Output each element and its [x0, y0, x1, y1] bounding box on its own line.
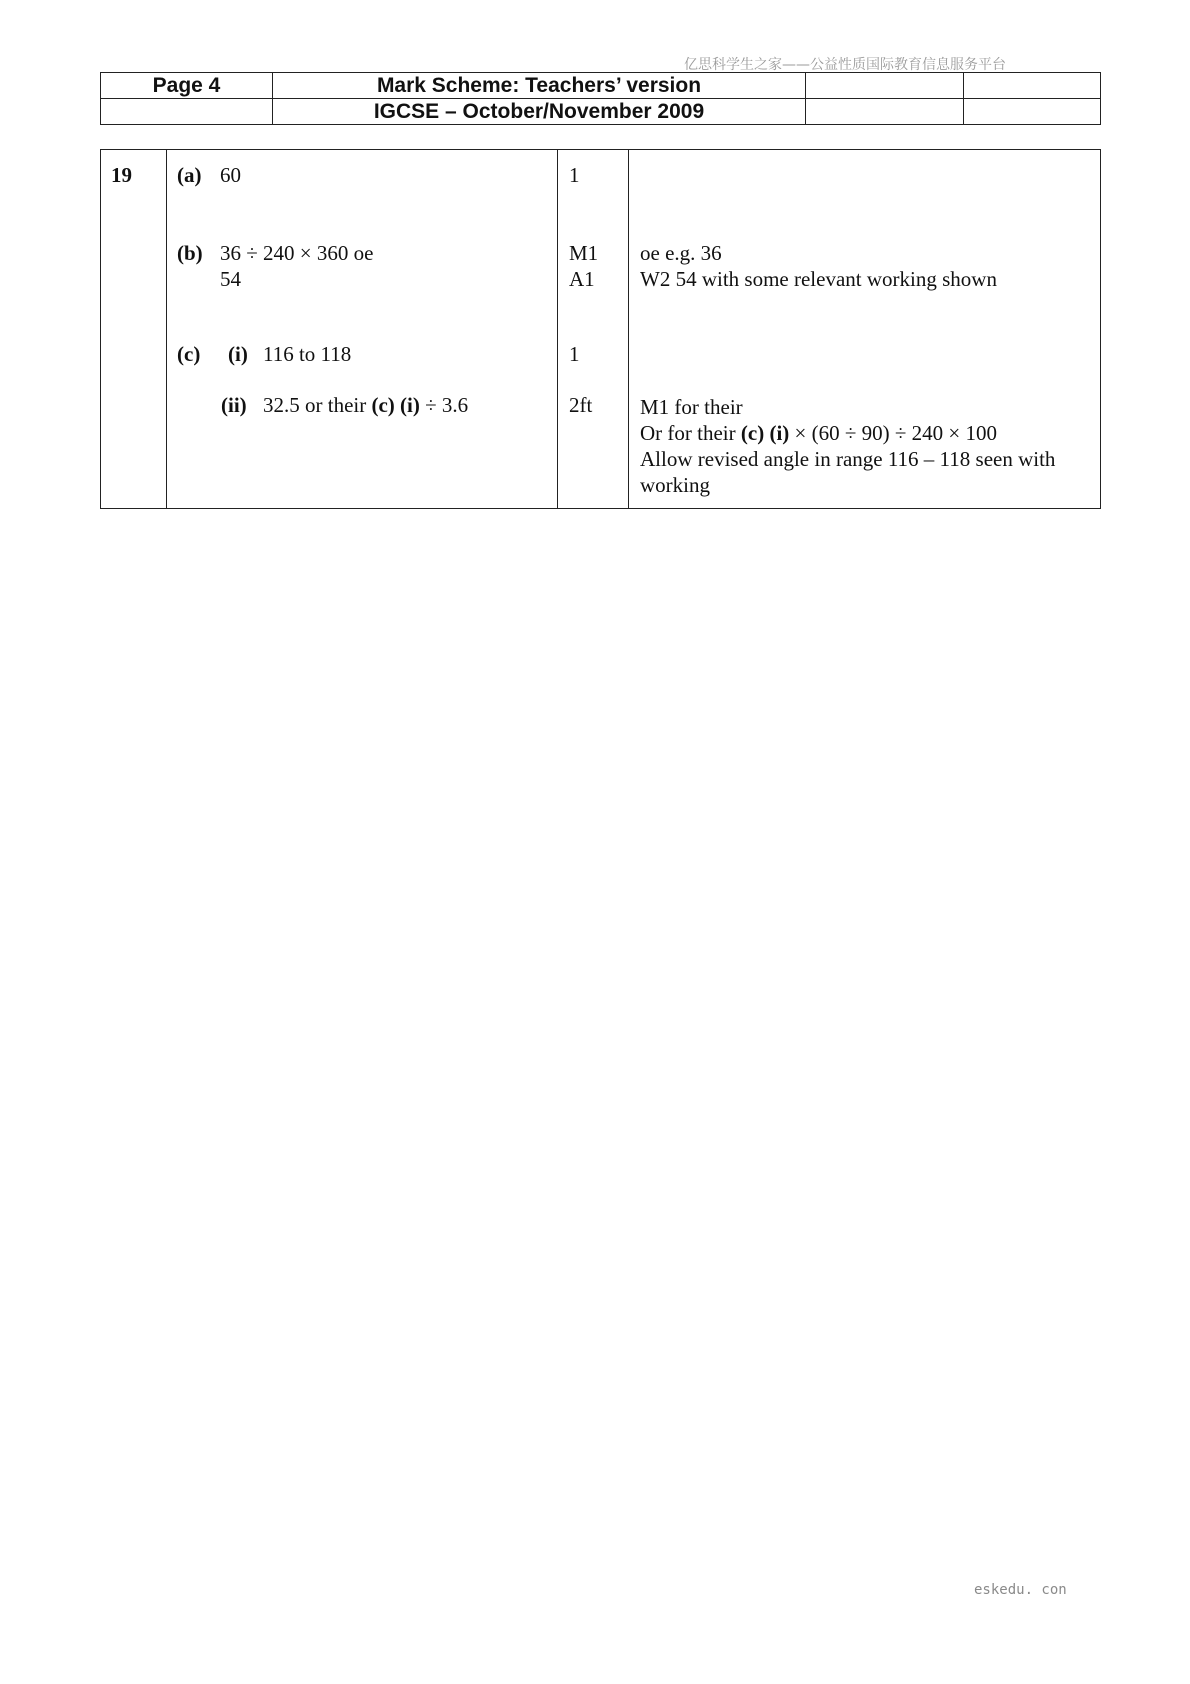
part-c-ii-label: (ii) [221, 393, 247, 417]
part-b-mark-line1: M1 [569, 241, 599, 265]
part-a-mark: 1 [569, 163, 580, 187]
part-c-ii-mark: 2ft [569, 393, 593, 417]
part-c-ii-note-line3: Allow revised angle in range 116 – 118 seen with [640, 447, 1056, 471]
watermark-top: 亿思科学生之家——公益性质国际教育信息服务平台 [684, 57, 1006, 73]
question-number: 19 [111, 163, 132, 187]
part-c-ii-note-line4: working [640, 473, 710, 497]
part-b-label: (b) [177, 241, 203, 265]
part-a-answer: 60 [220, 163, 241, 187]
header-empty-cell [964, 99, 1101, 125]
part-a-label: (a) [177, 163, 202, 187]
part-b-note-line2: W2 54 with some relevant working shown [640, 267, 997, 291]
header-subtitle: IGCSE – October/November 2009 [273, 99, 806, 125]
part-c-label: (c) [177, 342, 201, 366]
part-c-i-mark: 1 [569, 342, 580, 366]
header-empty-cell [806, 73, 964, 99]
part-b-answer-line2: 54 [220, 267, 241, 291]
header-empty-cell [806, 99, 964, 125]
part-b-note-line1: oe e.g. 36 [640, 241, 722, 265]
part-c-i-label: (i) [228, 342, 248, 366]
part-c-ii-note-line2: Or for their (c) (i) × (60 ÷ 90) ÷ 240 × 100 [640, 421, 998, 445]
watermark-bottom: eskedu. con [974, 1582, 1067, 1598]
table-row [101, 150, 1101, 509]
question-number-cell [101, 150, 167, 509]
page-number: Page 4 [101, 73, 273, 99]
part-c-i-answer: 116 to 118 [263, 342, 352, 366]
part-c-ii-answer: 32.5 or their (c) (i) ÷ 3.6 [263, 393, 469, 417]
part-b-answer-line1: 36 ÷ 240 × 360 oe [220, 241, 374, 265]
part-c-ii-note-line1: M1 for their [640, 395, 743, 419]
mark-scheme-table [100, 149, 1101, 509]
notes-cell [629, 150, 1101, 509]
mark-cell [558, 150, 629, 509]
header-empty-cell [101, 99, 273, 125]
page-header-table [100, 72, 1101, 125]
part-b-mark-line2: A1 [569, 267, 595, 291]
answer-cell [167, 150, 558, 509]
header-title: Mark Scheme: Teachers’ version [273, 73, 806, 99]
header-empty-cell [964, 73, 1101, 99]
